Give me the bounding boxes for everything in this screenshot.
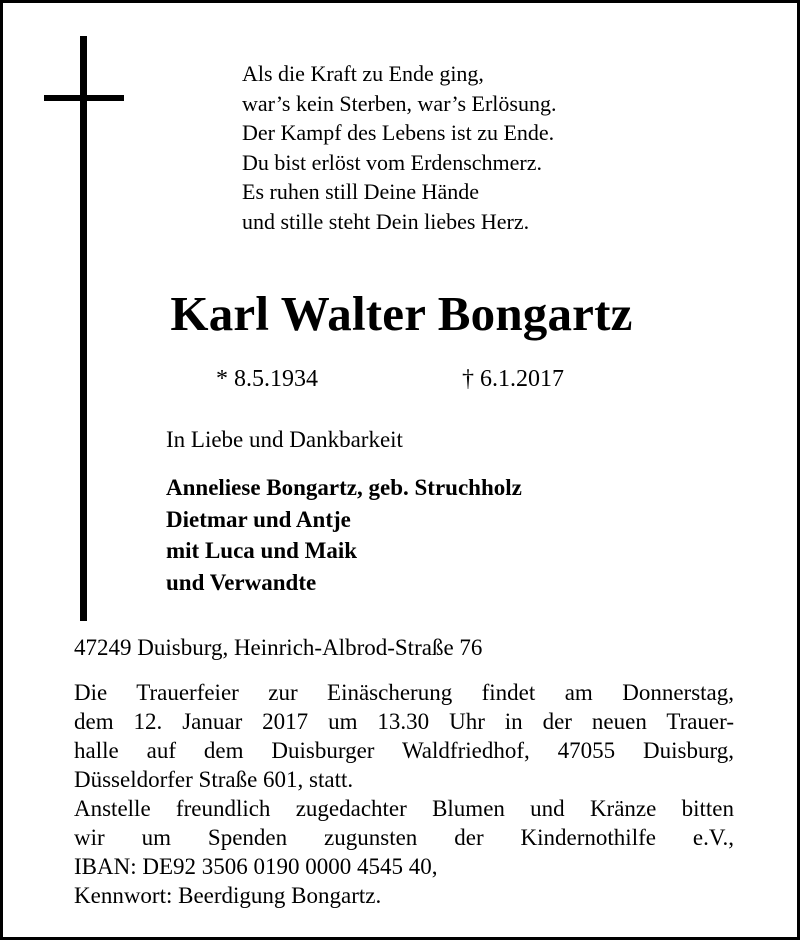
info-line: Düsseldorfer Straße 601, statt. <box>74 767 354 792</box>
mourners-intro: In Liebe und Dankbarkeit <box>166 427 403 452</box>
poem-line: und stille steht Dein liebes Herz. <box>242 208 530 234</box>
poem-line: war’s kein Sterben, war’s Erlösung. <box>242 90 557 116</box>
cross-horizontal-bar <box>44 95 124 101</box>
info-line: IBAN: DE92 3506 0190 0000 4545 40, <box>74 854 438 879</box>
info-line: dem 12. Januar 2017 um 13.30 Uhr in der neuen Trauer- <box>74 709 734 734</box>
mourner-name: Dietmar und Antje <box>166 506 351 532</box>
mourner-name: und Verwandte <box>166 569 317 595</box>
info-line: halle auf dem Duisburger Waldfriedhof, 47055 Duisburg, <box>74 738 734 763</box>
funeral-info <box>74 678 734 910</box>
mourner-name: Anneliese Bongartz, geb. Struchholz <box>166 475 522 500</box>
info-line: wir um Spenden zugunsten der Kindernothilfe e.V., <box>74 825 734 850</box>
info-line: Die Trauerfeier zur Einäscherung findet am Donnerstag, <box>74 680 734 705</box>
deceased-name: Karl Walter Bongartz <box>170 286 633 341</box>
death-date: † 6.1.2017 <box>462 366 564 392</box>
poem-line: Als die Kraft zu Ende ging, <box>242 61 484 86</box>
poem-line: Es ruhen still Deine Hände <box>242 179 480 204</box>
poem-line: Du bist erlöst vom Erdenschmerz. <box>242 149 542 175</box>
poem <box>242 59 556 236</box>
mourners-list <box>166 472 522 598</box>
birth-date: * 8.5.1934 <box>216 366 318 392</box>
address: 47249 Duisburg, Heinrich-Albrod-Straße 76 <box>74 635 483 660</box>
poem-line: Der Kampf des Lebens ist zu Ende. <box>242 120 555 145</box>
info-line: Kennwort: Beerdigung Bongartz. <box>74 883 382 908</box>
mourner-name: mit Luca und Maik <box>166 538 358 563</box>
info-line: Anstelle freundlich zugedachter Blumen und Kränze bitten <box>74 796 734 821</box>
